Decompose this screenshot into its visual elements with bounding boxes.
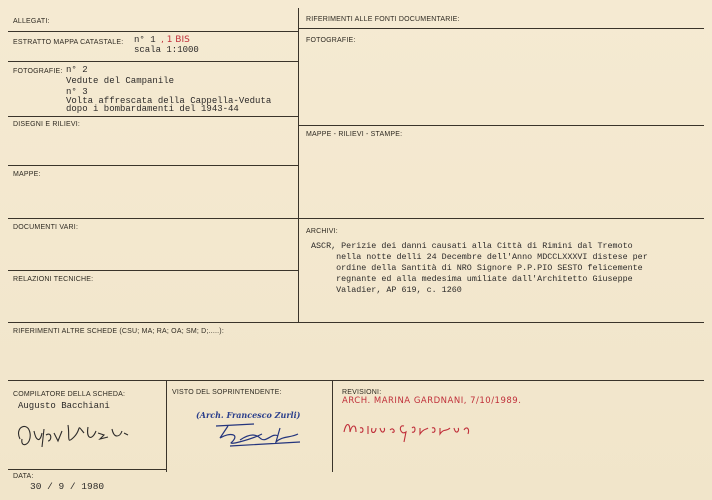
data-value: 30 / 9 / 1980 xyxy=(30,481,105,492)
rule-right-3 xyxy=(298,218,704,219)
soprintendente-stamp: (Arch. Francesco Zurli) xyxy=(196,410,301,420)
revisioni-signature xyxy=(340,418,500,444)
label-data: DATA: xyxy=(13,473,34,480)
label-riferimenti-fonti: RIFERIMENTI ALLE FONTI DOCUMENTARIE: xyxy=(306,16,460,23)
estratto-handwritten-addition: , 1 BIS xyxy=(161,35,190,45)
estratto-number: n° 1 xyxy=(134,35,156,45)
label-allegati: ALLEGATI: xyxy=(13,18,50,25)
label-mappe-left: MAPPE: xyxy=(13,171,41,178)
archivi-line-1: ASCR, Perizie dei danni causati alla Città di Rimini dal Tremoto xyxy=(311,241,633,251)
label-mappe-rilievi: MAPPE - RILIEVI - STAMPE: xyxy=(306,131,403,138)
label-estratto-mappa: ESTRATTO MAPPA CATASTALE: xyxy=(13,39,124,46)
fotografie-line-1: n° 2 xyxy=(66,65,88,75)
label-revisioni: REVISIONI: xyxy=(342,389,382,396)
soprintendente-signature xyxy=(210,420,320,450)
rule-full-2 xyxy=(8,380,704,381)
column-divider xyxy=(298,8,299,322)
label-visto: VISTO DEL SOPRINTENDENTE: xyxy=(172,389,282,396)
label-fotografie-left: FOTOGRAFIE: xyxy=(13,68,63,75)
label-documenti: DOCUMENTI VARI: xyxy=(13,224,79,231)
label-disegni: DISEGNI E RILIEVI: xyxy=(13,121,81,128)
rule-full-1 xyxy=(8,322,704,323)
label-riferimenti-schede: RIFERIMENTI ALTRE SCHEDE (CSU; MA; RA; OA; SM; D;.....): xyxy=(13,328,224,335)
rule-right-1 xyxy=(298,28,704,29)
fotografie-line-5: dopo i bombardamenti del 1943-44 xyxy=(66,104,239,114)
fotografie-line-2: Vedute del Campanile xyxy=(66,76,175,86)
rule-left-4 xyxy=(8,165,298,166)
rule-left-5 xyxy=(8,218,298,219)
label-fotografie-right: FOTOGRAFIE: xyxy=(306,37,356,44)
label-compilatore: COMPILATORE DELLA SCHEDA: xyxy=(13,391,126,398)
bottom-divider-2 xyxy=(332,380,333,472)
archivi-line-4: regnante ed alla medesima umiliate dall'Architetto Giuseppe xyxy=(311,274,633,284)
rule-bottom-left xyxy=(8,469,166,470)
archivi-line-2: nella notte delli 24 Decembre dell'Anno MDCCLXXXVI distese per xyxy=(311,252,648,262)
bottom-divider-1 xyxy=(166,380,167,472)
compilatore-name: Augusto Bacchiani xyxy=(18,401,110,411)
fotografie-line-4: Volta affrescata della Cappella-Veduta xyxy=(66,96,272,106)
rule-left-1 xyxy=(8,31,298,32)
fotografie-line-3: n° 3 xyxy=(66,87,88,97)
estratto-scala: scala 1:1000 xyxy=(134,45,199,55)
archivi-line-3: ordine della Santità di NRO Signore P.P.PIO SESTO felicemente xyxy=(311,263,643,273)
rule-left-2 xyxy=(8,61,298,62)
rule-left-3 xyxy=(8,116,298,117)
revisioni-text: ARCH. MARINA GARDNANI, 7/10/1989. xyxy=(342,396,522,406)
compilatore-signature xyxy=(12,417,142,455)
label-relazioni: RELAZIONI TECNICHE: xyxy=(13,276,94,283)
rule-left-6 xyxy=(8,270,298,271)
label-archivi: ARCHIVI: xyxy=(306,228,338,235)
rule-right-2 xyxy=(298,125,704,126)
archivi-line-5: Valadier, AP 619, c. 1260 xyxy=(311,285,462,295)
